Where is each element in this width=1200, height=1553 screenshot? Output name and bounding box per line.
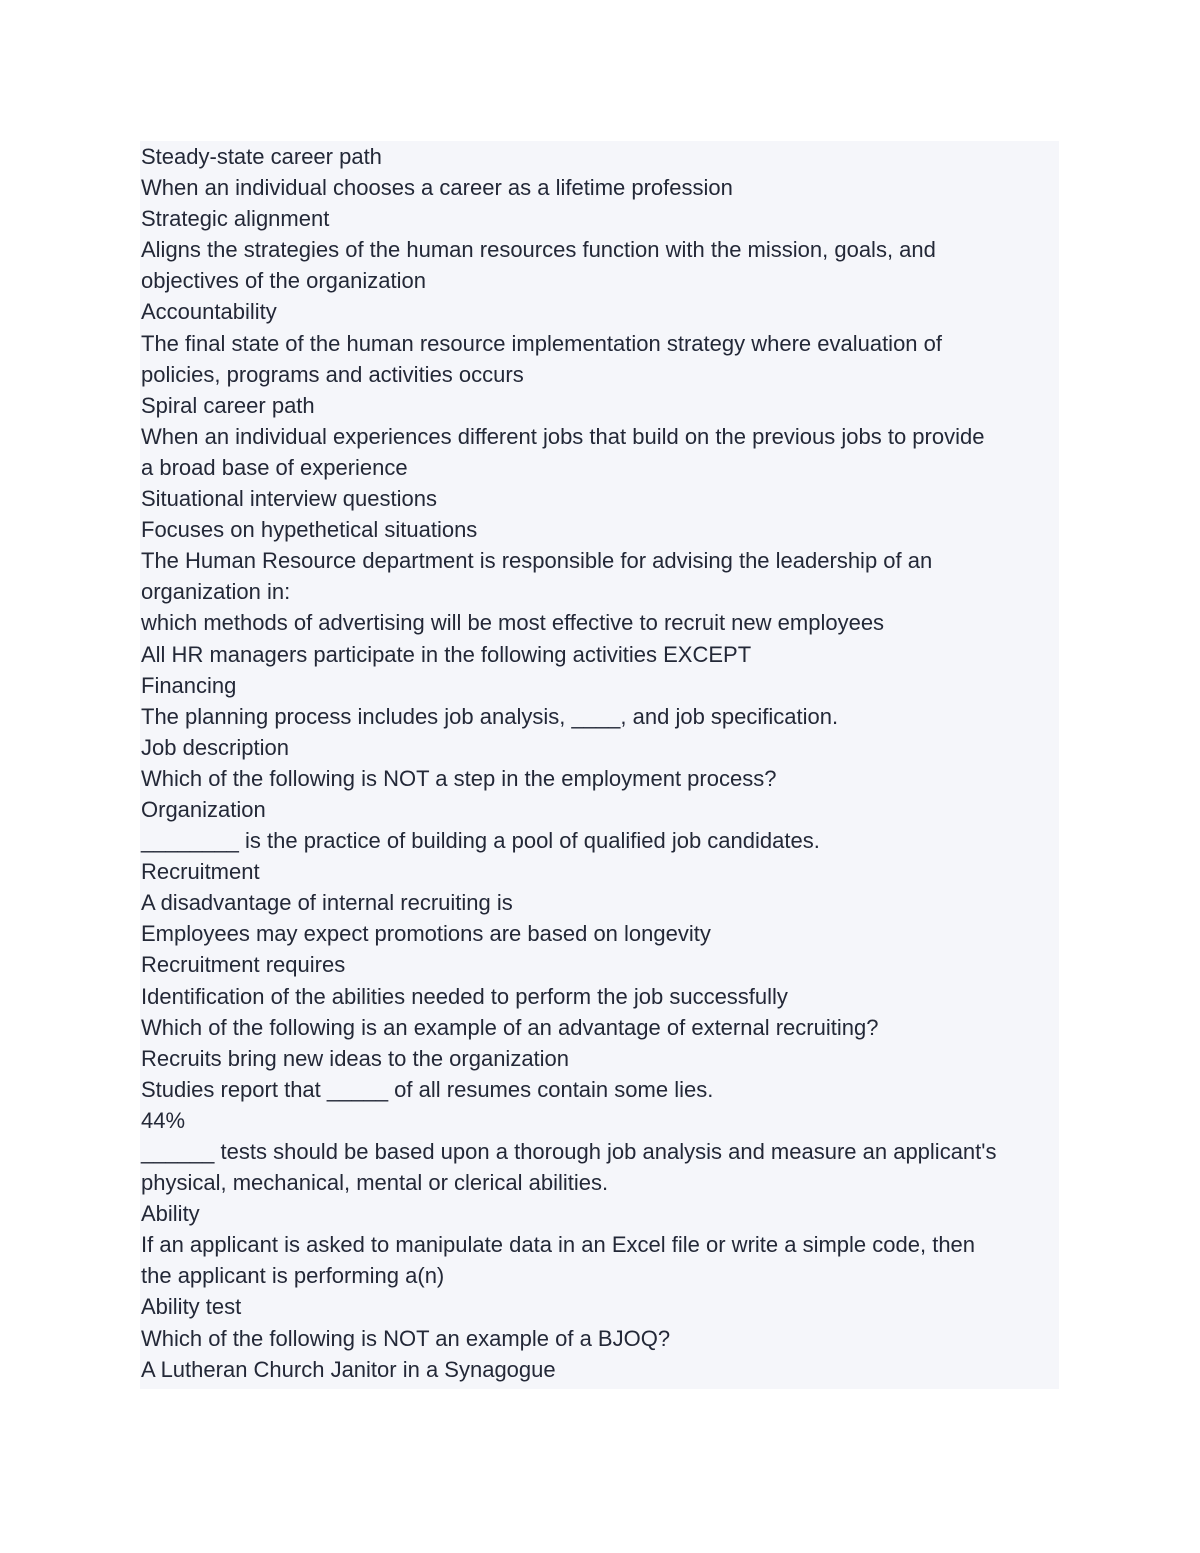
text-line: Recruits bring new ideas to the organization (141, 1045, 570, 1071)
text-line: When an individual experiences different jobs that build on the previous jobs to provide (141, 423, 985, 449)
text-line: policies, programs and activities occurs (141, 361, 524, 387)
text-line: Studies report that _____ of all resumes contain some lies. (141, 1076, 714, 1102)
text-line: ______ tests should be based upon a thorough job analysis and measure an applicant's (141, 1139, 997, 1164)
text-line: The final state of the human resource implementation strategy where evaluation of (141, 330, 943, 356)
text-line: Focuses on hypethetical situations (141, 517, 478, 543)
document-text-block (140, 141, 1059, 1389)
text-line: Aligns the strategies of the human resources function with the mission, goals, and (141, 237, 936, 263)
text-line: ________ is the practice of building a pool of qualified job candidates. (141, 828, 820, 854)
text-line: Strategic alignment (141, 206, 330, 232)
text-line: Recruitment requires (141, 952, 346, 978)
text-line: A disadvantage of internal recruiting is (141, 890, 513, 916)
text-line: Accountability (141, 299, 277, 325)
text-line: physical, mechanical, mental or clerical abilities. (141, 1170, 609, 1196)
text-line: Spiral career path (141, 392, 315, 418)
text-line: If an applicant is asked to manipulate data in an Excel file or write a simple code, then (141, 1232, 976, 1258)
text-line: Situational interview questions (141, 486, 437, 512)
text-line: Which of the following is NOT a step in the employment process? (141, 765, 777, 791)
text-line: a broad base of experience (141, 454, 408, 480)
text-line: Recruitment (141, 859, 260, 885)
text-line: When an individual chooses a career as a lifetime profession (141, 175, 733, 201)
text-line: The planning process includes job analysis, ____, and job specification. (141, 703, 839, 729)
text-line: organization in: (141, 579, 291, 605)
text-line: Ability test (141, 1294, 242, 1320)
text-line: The Human Resource department is responsible for advising the leadership of an (141, 548, 933, 574)
text-line: objectives of the organization (141, 268, 426, 294)
text-line: Financing (141, 672, 237, 698)
text-line: Employees may expect promotions are based on longevity (141, 921, 711, 947)
text-line: which methods of advertising will be most effective to recruit new employees (141, 610, 885, 636)
text-line: Identification of the abilities needed to perform the job successfully (141, 983, 788, 1009)
text-line: Organization (141, 796, 266, 822)
text-line: Steady-state career path (141, 144, 382, 169)
text-line: Job description (141, 734, 289, 760)
text-line: 44% (141, 1107, 186, 1133)
text-line: Ability (141, 1201, 200, 1227)
text-line: the applicant is performing a(n) (141, 1263, 445, 1289)
text-line: Which of the following is NOT an example of a BJOQ? (141, 1325, 671, 1351)
text-line: Which of the following is an example of an advantage of external recruiting? (141, 1014, 879, 1040)
text-line: All HR managers participate in the following activities EXCEPT (141, 641, 752, 667)
text-line: A Lutheran Church Janitor in a Synagogue (141, 1356, 556, 1382)
